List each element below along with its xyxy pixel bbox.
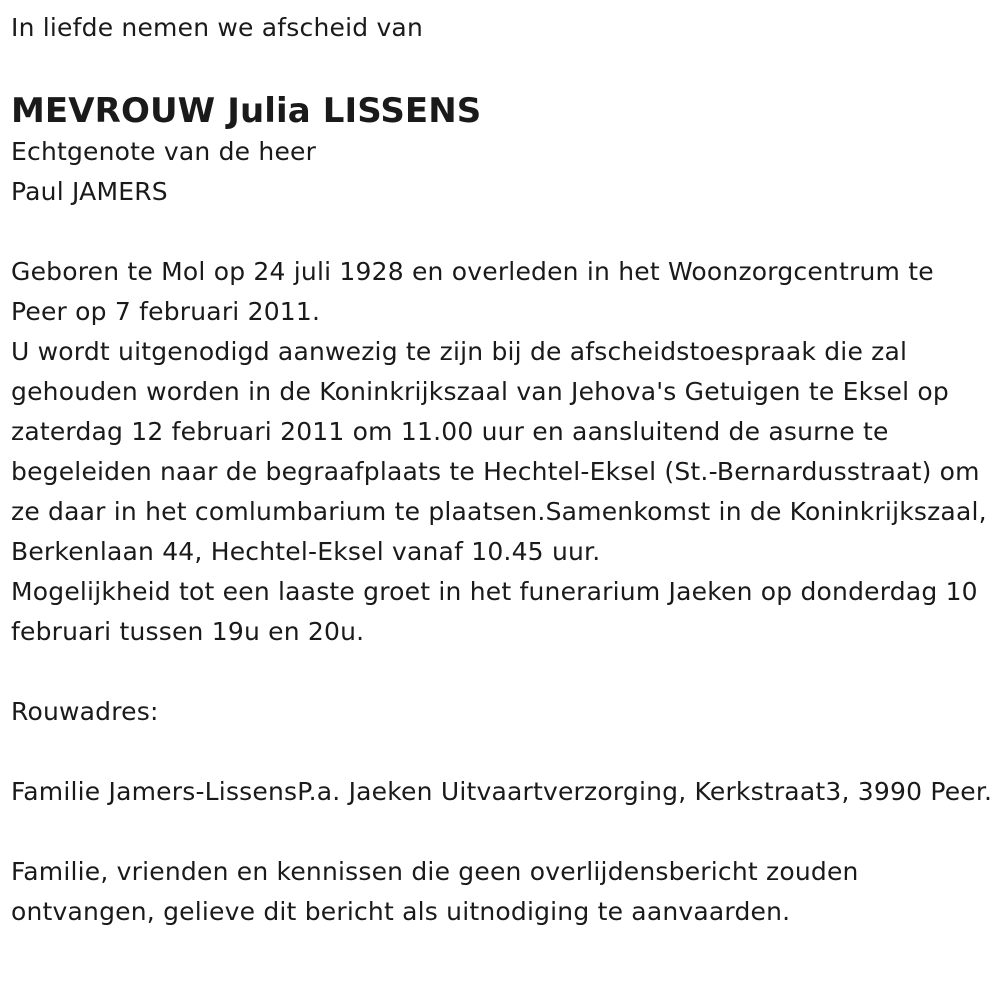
- intro-line: In liefde nemen we afscheid van: [11, 13, 423, 42]
- birth-death-paragraph: Geboren te Mol op 24 juli 1928 en overleden in het Woonzorgcentrum te Peer op 7 februari 2011.: [11, 257, 934, 326]
- deceased-name: MEVROUW Julia LISSENS: [11, 91, 482, 131]
- mourning-address: Familie Jamers-LissensP.a. Jaeken Uitvaartverzorging, Kerkstraat3, 3990 Peer.: [11, 777, 993, 806]
- spouse-line-1: Echtgenote van de heer: [11, 137, 317, 166]
- death-notice: [11, 8, 995, 932]
- spouse-line-2: Paul JAMERS: [11, 177, 168, 206]
- last-greeting-paragraph: Mogelijkheid tot een laaste groet in het funerarium Jaeken op donderdag 10 februari tussen 19u en 20u.: [11, 577, 978, 646]
- closing-paragraph: Familie, vrienden en kennissen die geen overlijdensbericht zouden ontvangen, gelieve dit bericht als uitnodiging te aanvaarden.: [11, 857, 859, 926]
- ceremony-paragraph: U wordt uitgenodigd aanwezig te zijn bij de afscheidstoespraak die zal gehouden worden in de Koninkrijkszaal van Jehova's Getuigen te Eksel op zaterdag 12 februari 2011 om 11.00 uur en aansluitend de asurne te begeleiden naar de begraafplaats te Hechtel-Eksel (St.-Bernardusstraat) om ze daar in het comlumbarium te plaatsen.Samenkomst in de Koninkrijkszaal, Berkenlaan 44, Hechtel-Eksel vanaf 10.45 uur.: [11, 337, 987, 566]
- address-label: Rouwadres:: [11, 697, 159, 726]
